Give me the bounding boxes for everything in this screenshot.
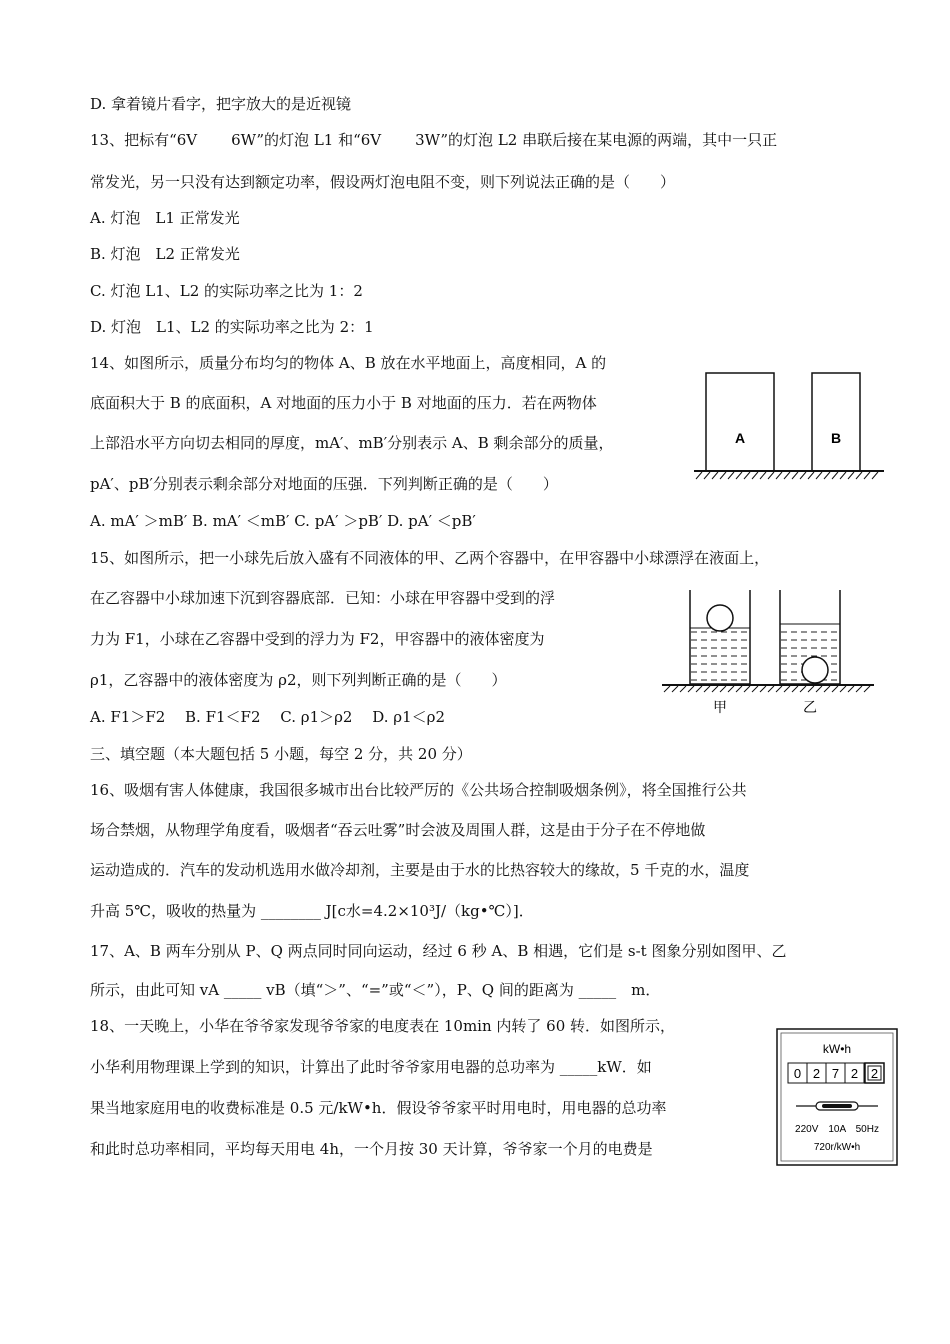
- q14-stem-line2: 底面积大于 B 的底面积，A 对地面的压力小于 B 对地面的压力．若在两物体: [90, 394, 597, 412]
- electricity-meter: [776, 1028, 900, 1168]
- q14-blocks-figure: [688, 365, 888, 485]
- section3-title: 三、填空题（本大题包括 5 小题，每空 2 分，共 20 分）: [90, 745, 472, 763]
- ground-hatch: [696, 472, 878, 479]
- q16-stem-line1: 16、吸烟有害人体健康，我国很多城市出台比较严厉的《公共场合控制吸烟条例》，将全国推行公共: [90, 781, 747, 799]
- q14-stem-line1: 14、如图所示，质量分布均匀的物体 A、B 放在水平地面上，高度相同，A 的: [90, 354, 607, 372]
- meter-rate: 720r/kW•h: [813, 1142, 861, 1153]
- meter-unit: kW•h: [822, 1042, 852, 1056]
- q15-options: A. F1＞F2 B. F1＜F2 C. ρ1＞ρ2 D. ρ1＜ρ2: [90, 708, 445, 726]
- ground-hatch: [664, 686, 870, 692]
- q14-stem-line3: 上部沿水平方向切去相同的厚度，mA′、mB′分别表示 A、B 剩余部分的质量，: [90, 434, 614, 452]
- block-b-label: B: [830, 430, 842, 446]
- q15-stem-line2: 在乙容器中小球加速下沉到容器底部．已知：小球在甲容器中受到的浮: [90, 589, 556, 607]
- q13-option-c: C. 灯泡 L1、L2 的实际功率之比为 1：2: [90, 282, 363, 300]
- q17-stem-line2: 所示，由此可知 vA _____ vB（填“＞”、“=”或“＜”），P、Q 间的距离为 _____ m．: [90, 981, 661, 999]
- q16-stem-line4: 升高 5℃，吸收的热量为 ________ J[c水=4.2×10³J/（kg•℃）]．: [90, 902, 534, 920]
- meter-digit-4: 2: [850, 1066, 859, 1081]
- q13-stem-part-b: 6W”的灯泡 L1 和“6V: [231, 131, 382, 149]
- q12-option-d: D. 拿着镜片看字，把字放大的是近视镜: [90, 95, 352, 113]
- q18-stem-line4: 和此时总功率相同，平均每天用电 4h，一个月按 30 天计算，爷爷家一个月的电费是: [90, 1140, 653, 1158]
- jia-ball: [707, 605, 733, 631]
- q17-stem-line1: 17、A、B 两车分别从 P、Q 两点同时同向运动，经过 6 秒 A、B 相遇，它们是 s-t 图象分别如图甲、乙: [90, 942, 787, 960]
- q15-stem-line1: 15、如图所示，把一小球先后放入盛有不同液体的甲、乙两个容器中，在甲容器中小球漂浮在液面上，: [90, 549, 770, 567]
- q13-option-b: B. 灯泡 L2 正常发光: [90, 245, 240, 263]
- q15-stem-line3: 力为 F1，小球在乙容器中受到的浮力为 F2，甲容器中的液体密度为: [90, 630, 545, 648]
- q13-option-d: D. 灯泡 L1、L2 的实际功率之比为 2：1: [90, 318, 374, 336]
- label-yi: 乙: [803, 699, 817, 715]
- meter-digit-2: 2: [812, 1066, 821, 1081]
- q18-stem-line1: 18、一天晚上，小华在爷爷家发现爷爷家的电度表在 10min 内转了 60 转．如图所示，: [90, 1017, 676, 1035]
- q15-containers-figure: [660, 588, 880, 718]
- meter-digit-3: 7: [831, 1066, 840, 1081]
- q18-stem-line2: 小华利用物理课上学到的知识，计算出了此时爷爷家用电器的总功率为 _____kW．如: [90, 1058, 652, 1076]
- block-a: [706, 373, 774, 471]
- q15-stem-line4: ρ1，乙容器中的液体密度为 ρ2，则下列判断正确的是（ ）: [90, 671, 507, 689]
- meter-digit-5: 2: [870, 1066, 879, 1081]
- q18-stem-line3: 果当地家庭用电的收费标准是 0.5 元/kW•h．假设爷爷家平时用电时，用电器的总功率: [90, 1099, 667, 1117]
- block-b: [812, 373, 860, 471]
- block-a-label: A: [734, 430, 746, 446]
- meter-spec: 220V 10A 50Hz: [795, 1124, 879, 1135]
- q16-stem-line2: 场合禁烟，从物理学角度看，吸烟者“吞云吐雾”时会波及周围人群，这是由于分子在不停地做: [90, 821, 706, 839]
- yi-ball: [802, 657, 828, 683]
- jia-liquid: [690, 628, 750, 684]
- q13-stem-line1: [90, 130, 777, 150]
- q14-options: A. mA′ ＞mB′ B. mA′ ＜mB′ C. pA′ ＞pB′ D. pA′ ＜pB′: [90, 512, 476, 530]
- meter-digit-1: 0: [793, 1066, 802, 1081]
- q13-stem-part-a: 13、把标有“6V: [90, 131, 198, 149]
- q13-option-a: A. 灯泡 L1 正常发光: [90, 209, 240, 227]
- label-jia: 甲: [713, 699, 727, 715]
- q16-stem-line3: 运动造成的．汽车的发动机选用水做冷却剂，主要是由于水的比热容较大的缘故，5 千克的水，温度: [90, 861, 750, 879]
- q14-stem-line4: pA′、pB′分别表示剩余部分对地面的压强．下列判断正确的是（ ）: [90, 475, 558, 493]
- q13-stem-part-c: 3W”的灯泡 L2 串联后接在某电源的两端，其中一只正: [415, 131, 778, 149]
- q13-stem-line2: 常发光，另一只没有达到额定功率，假设两灯泡电阻不变，则下列说法正确的是（ ）: [90, 173, 676, 191]
